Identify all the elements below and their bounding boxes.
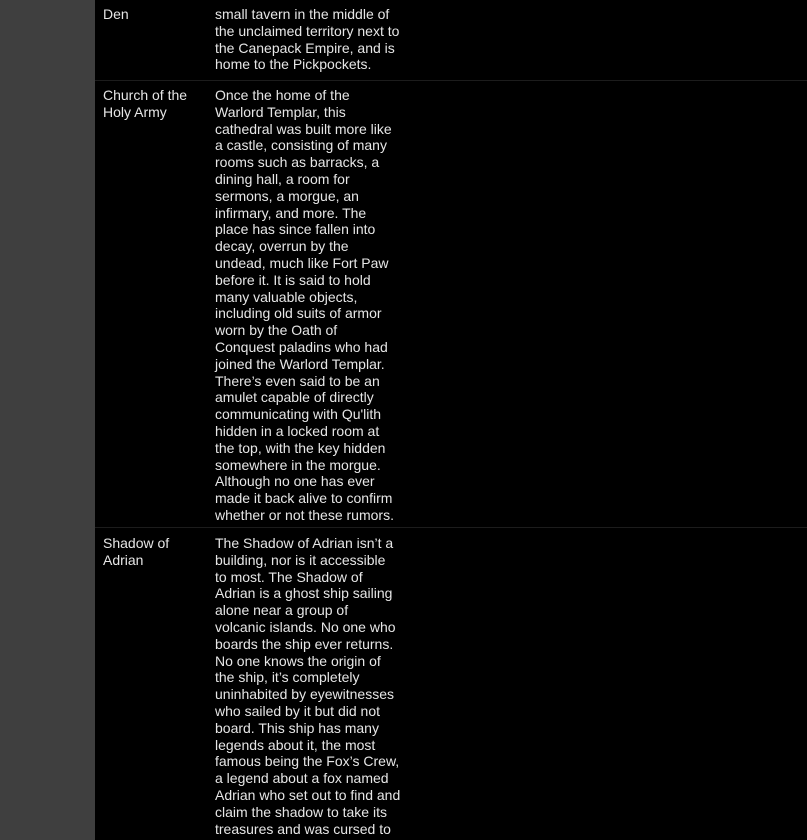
location-description: Once the home of the Warlord Templar, this cathedral was built more like a castle, consisting of many rooms such as barracks, a dining hall, a room for sermons, a morgue, an infirmary, and more. The place has since fallen into decay, overrun by the undead, much like Fort Paw before it. It is said to hold many valuable objects, including old suits of armor worn by the Oath of Conquest paladins who had joined the Warlord Templar. There’s even said to be an amulet capable of directly communicating with Qu'lith hidden in a locked room at the top, with the key hidden somewhere in the morgue. Although no one has ever made it back alive to confirm whether or not these rumors. [215, 87, 394, 523]
table-row [95, 0, 807, 80]
table-row [95, 81, 807, 527]
location-name: Shadow of Adrian [103, 535, 170, 568]
locations-table [95, 0, 807, 840]
location-description: small tavern in the middle of the unclaimed territory next to the Canepack Empire, and is home to the Pickpockets. [215, 6, 400, 73]
location-name: Church of the Holy Army [103, 87, 188, 120]
location-description: The Shadow of Adrian isn’t a building, nor is it accessible to most. The Shadow of Adrian is a ghost ship sailing alone near a group of volcanic islands. No one who boards the ship ever returns. No one knows the origin of the ship, it’s completely uninhabited by eyewitnesses who sailed by it but did not board. This ship has many legends about it, the most famous being the Fox’s Crew, a legend about a fox named Adrian who set out to find and claim the shadow to take its treasures and was cursed to [215, 535, 401, 837]
location-name: Den [103, 6, 129, 22]
left-sidebar [0, 0, 95, 840]
table-row [95, 528, 807, 840]
